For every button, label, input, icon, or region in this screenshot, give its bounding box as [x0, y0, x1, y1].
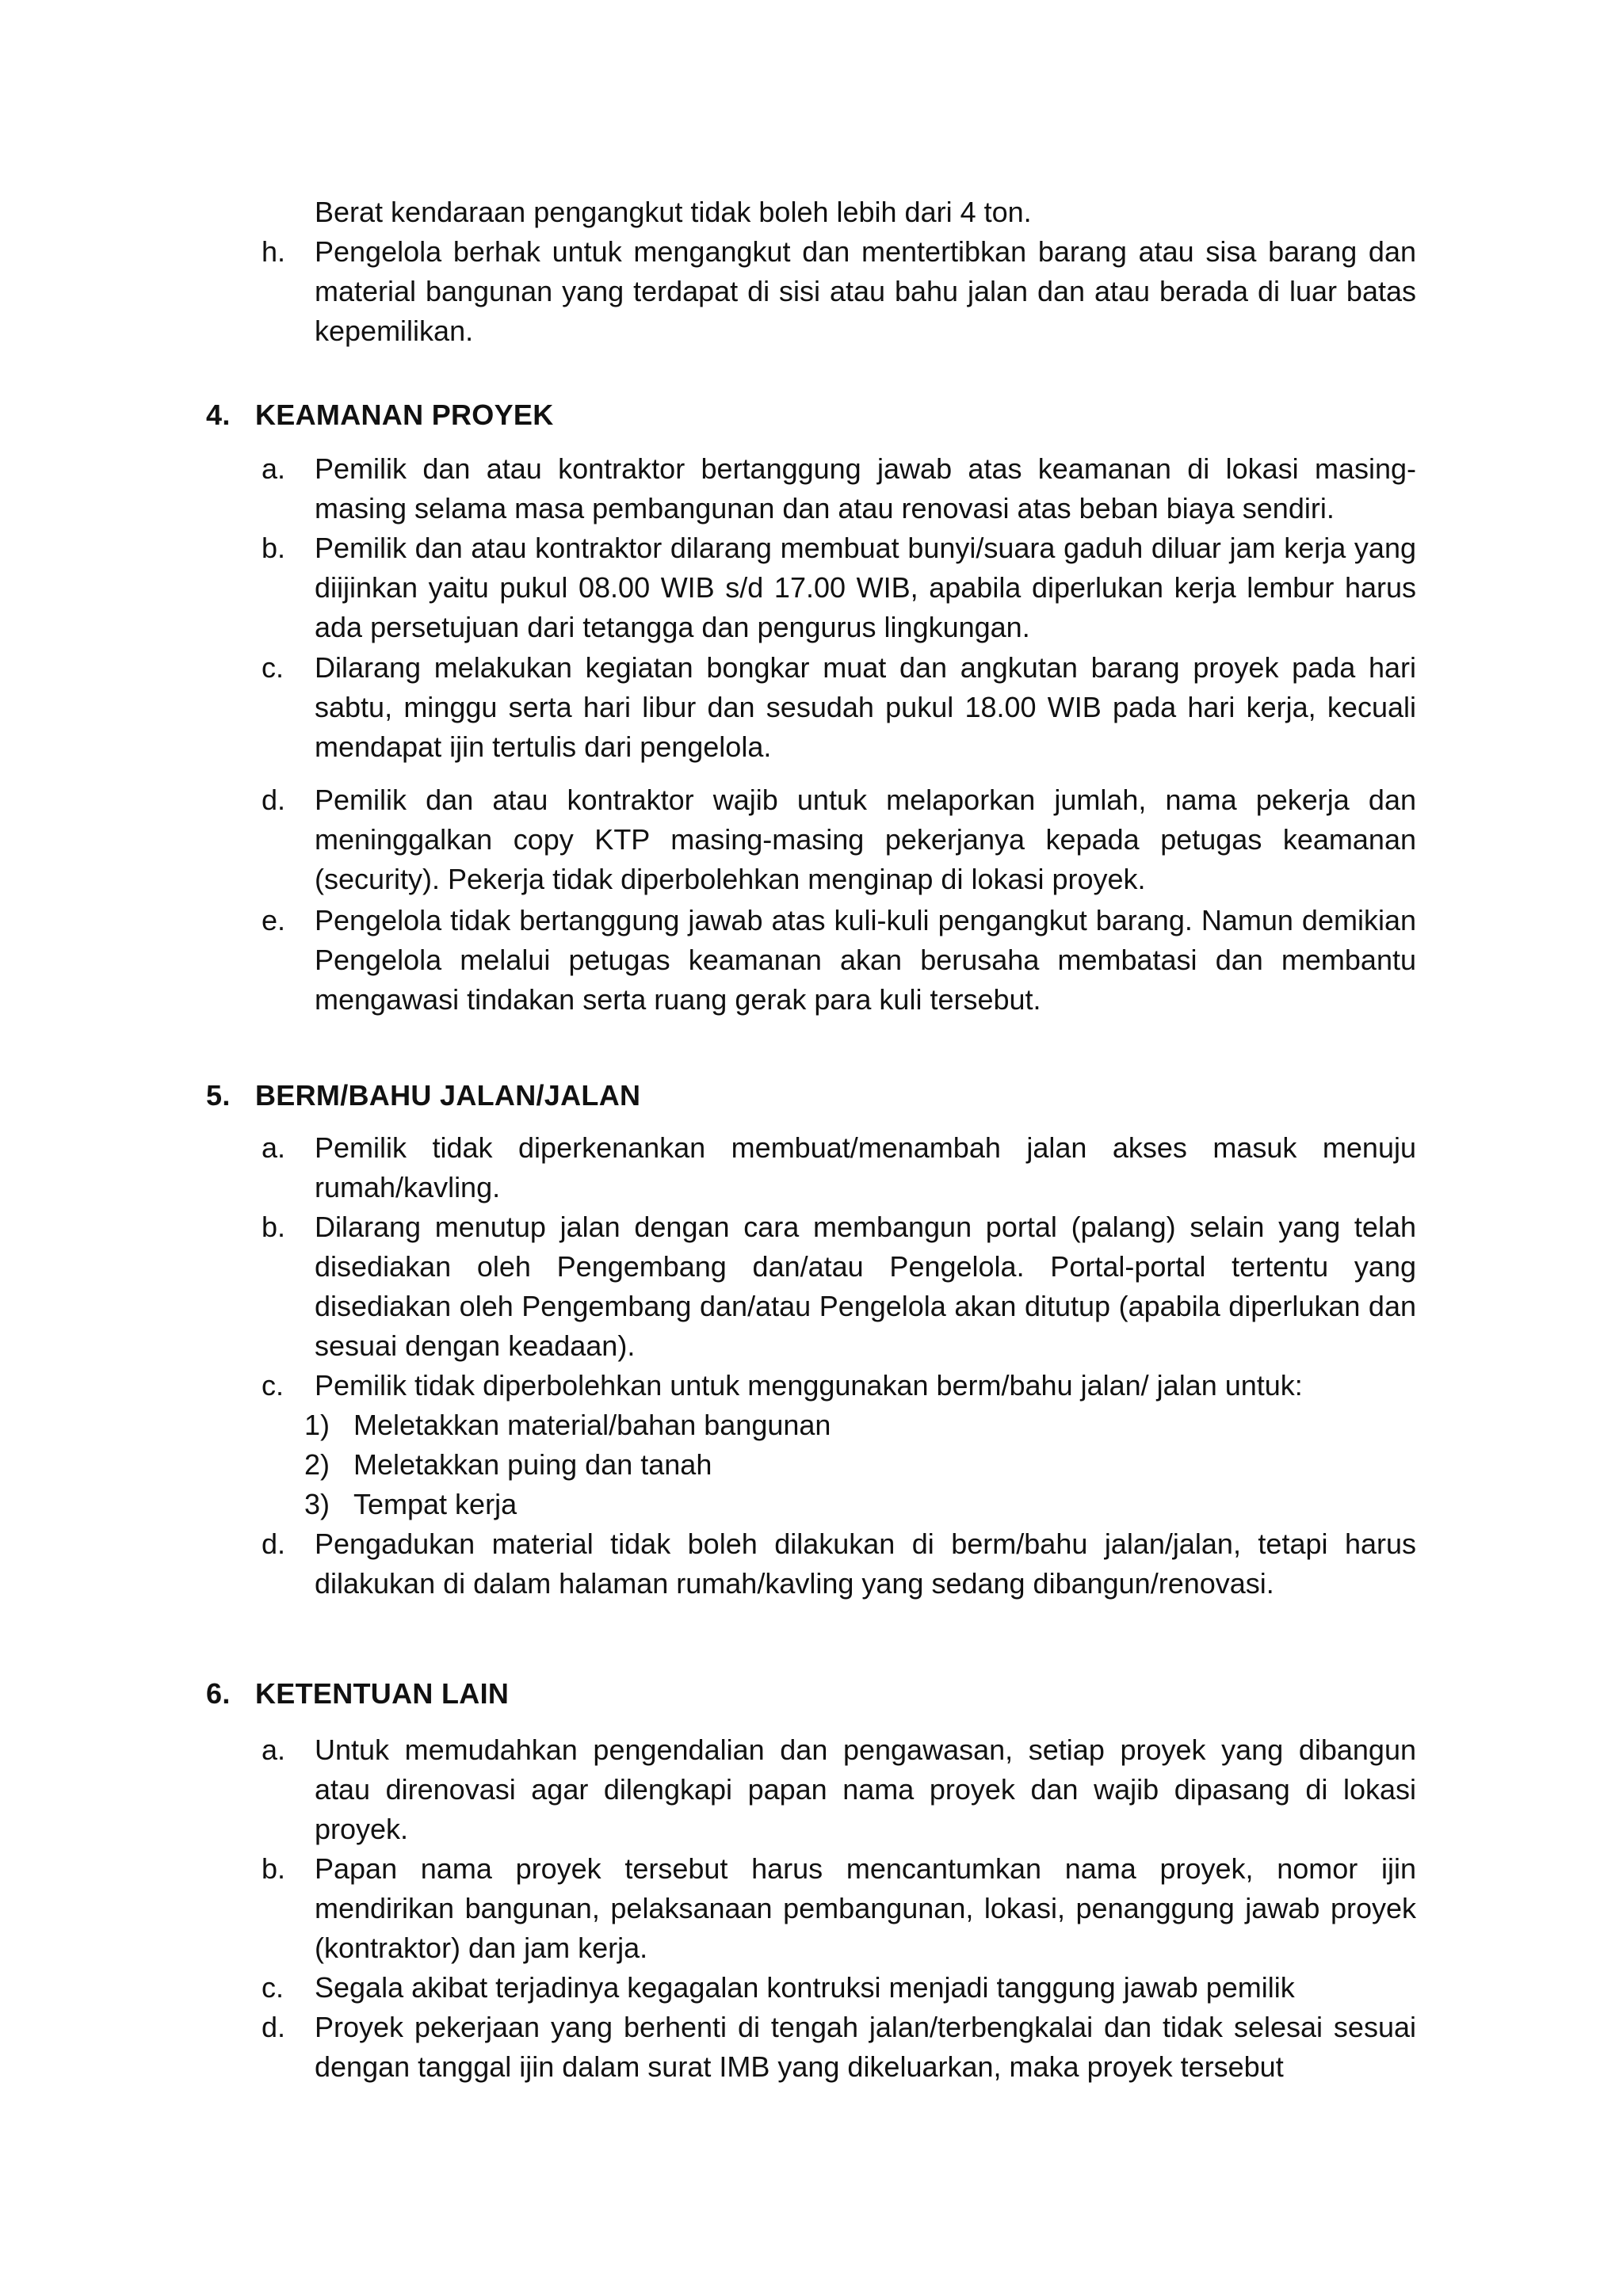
list-item-text: Pengelola berhak untuk mengangkut dan mentertibkan barang atau sisa barang dan material bangunan yang terdapat di sisi atau bahu jalan dan atau berada di luar batas kepemilikan.: [315, 235, 1416, 347]
section-number: 5.: [206, 1079, 231, 1112]
list-item-text: Pemilik tidak diperbolehkan untuk menggunakan berm/bahu jalan/ jalan untuk:: [315, 1369, 1303, 1402]
list-item-text: Proyek pekerjaan yang berhenti di tengah jalan/terbengkalai dan tidak selesai sesuai dengan tanggal ijin dalam surat IMB yang dikeluarkan, maka proyek tersebut: [315, 2011, 1416, 2083]
list-item-text: Pemilik tidak diperkenankan membuat/menambah jalan akses masuk menuju rumah/kavling.: [315, 1131, 1416, 1203]
list-item-label: c.: [262, 1971, 285, 2004]
list-item-label: d.: [262, 784, 286, 816]
sub-list-item-label: 2): [304, 1448, 330, 1481]
sub-list-item-label: 1): [304, 1409, 330, 1441]
list-item-text: Pemilik dan atau kontraktor wajib untuk melaporkan jumlah, nama pekerja dan meninggalkan copy KTP masing-masing pekerjanya kepada petugas keamanan (security). Pekerja tidak diperbolehkan menginap di lokasi proyek.: [315, 784, 1416, 895]
list-item-text: Pengelola tidak bertanggung jawab atas kuli-kuli pengangkut barang. Namun demikian Pengelola melalui petugas keamanan akan berusaha membatasi dan membantu mengawasi tindakan serta ruang gerak para kuli tersebut.: [315, 904, 1416, 1016]
section-number: 4.: [206, 399, 231, 431]
sub-list-item-text: Meletakkan material/bahan bangunan: [353, 1409, 831, 1441]
section-title: KETENTUAN LAIN: [255, 1677, 510, 1710]
list-item-text: Pengadukan material tidak boleh dilakukan di berm/bahu jalan/jalan, tetapi harus dilakukan di dalam halaman rumah/kavling yang sedang dibangun/renovasi.: [315, 1527, 1416, 1600]
list-item-label: a.: [262, 452, 286, 485]
section-title: BERM/BAHU JALAN/JALAN: [255, 1079, 641, 1112]
sub-list-item-label: 3): [304, 1488, 330, 1520]
sub-list-item-text: Meletakkan puing dan tanah: [353, 1448, 712, 1481]
list-item-label: a.: [262, 1733, 286, 1766]
list-item-text: Pemilik dan atau kontraktor bertanggung jawab atas keamanan di lokasi masing-masing selama masa pembangunan dan atau renovasi atas beban biaya sendiri.: [315, 452, 1416, 524]
list-item-label: d.: [262, 1527, 286, 1560]
section-heading-6: [206, 1674, 509, 1714]
list-item-text: Pemilik dan atau kontraktor dilarang membuat bunyi/suara gaduh diluar jam kerja yang diijinkan yaitu pukul 08.00 WIB s/d 17.00 WIB, apabila diperlukan kerja lembur harus ada persetujuan dari tetangga dan pengurus lingkungan.: [315, 532, 1416, 643]
list-item-label: h.: [262, 235, 286, 268]
section-heading-5: [206, 1076, 640, 1116]
list-item-label: b.: [262, 1211, 286, 1243]
list-item-label: b.: [262, 532, 286, 564]
list-item-text: Untuk memudahkan pengendalian dan pengawasan, setiap proyek yang dibangun atau direnovasi agar dilengkapi papan nama proyek dan wajib dipasang di lokasi proyek.: [315, 1733, 1416, 1845]
list-item-text: Dilarang menutup jalan dengan cara membangun portal (palang) selain yang telah disediakan oleh Pengembang dan/atau Pengelola. Portal-portal tertentu yang disediakan oleh Pengembang dan/atau Pengelola akan ditutup (apabila diperlukan dan sesuai dengan keadaan).: [315, 1211, 1416, 1362]
list-item-label: c.: [262, 651, 285, 684]
section-number: 6.: [206, 1677, 231, 1710]
list-item-label: e.: [262, 904, 286, 936]
section-heading-4: [206, 395, 554, 435]
section-title: KEAMANAN PROYEK: [255, 399, 554, 431]
list-item-text: Dilarang melakukan kegiatan bongkar muat dan angkutan barang proyek pada hari sabtu, minggu serta hari libur dan sesudah pukul 18.00 WIB pada hari kerja, kecuali mendapat ijin tertulis dari pengelola.: [315, 651, 1416, 763]
list-item-text: Papan nama proyek tersebut harus mencantumkan nama proyek, nomor ijin mendirikan bangunan, pelaksanaan pembangunan, lokasi, penanggung jawab proyek (kontraktor) dan jam kerja.: [315, 1852, 1416, 1964]
list-item-text: Segala akibat terjadinya kegagalan kontruksi menjadi tanggung jawab pemilik: [315, 1971, 1295, 2004]
continuation-line: Berat kendaraan pengangkut tidak boleh lebih dari 4 ton.: [315, 196, 1032, 228]
sub-list-item-text: Tempat kerja: [353, 1488, 517, 1520]
list-item-label: a.: [262, 1131, 286, 1164]
list-item-label: c.: [262, 1369, 285, 1402]
list-item-label: d.: [262, 2011, 286, 2043]
list-item-label: b.: [262, 1852, 286, 1885]
